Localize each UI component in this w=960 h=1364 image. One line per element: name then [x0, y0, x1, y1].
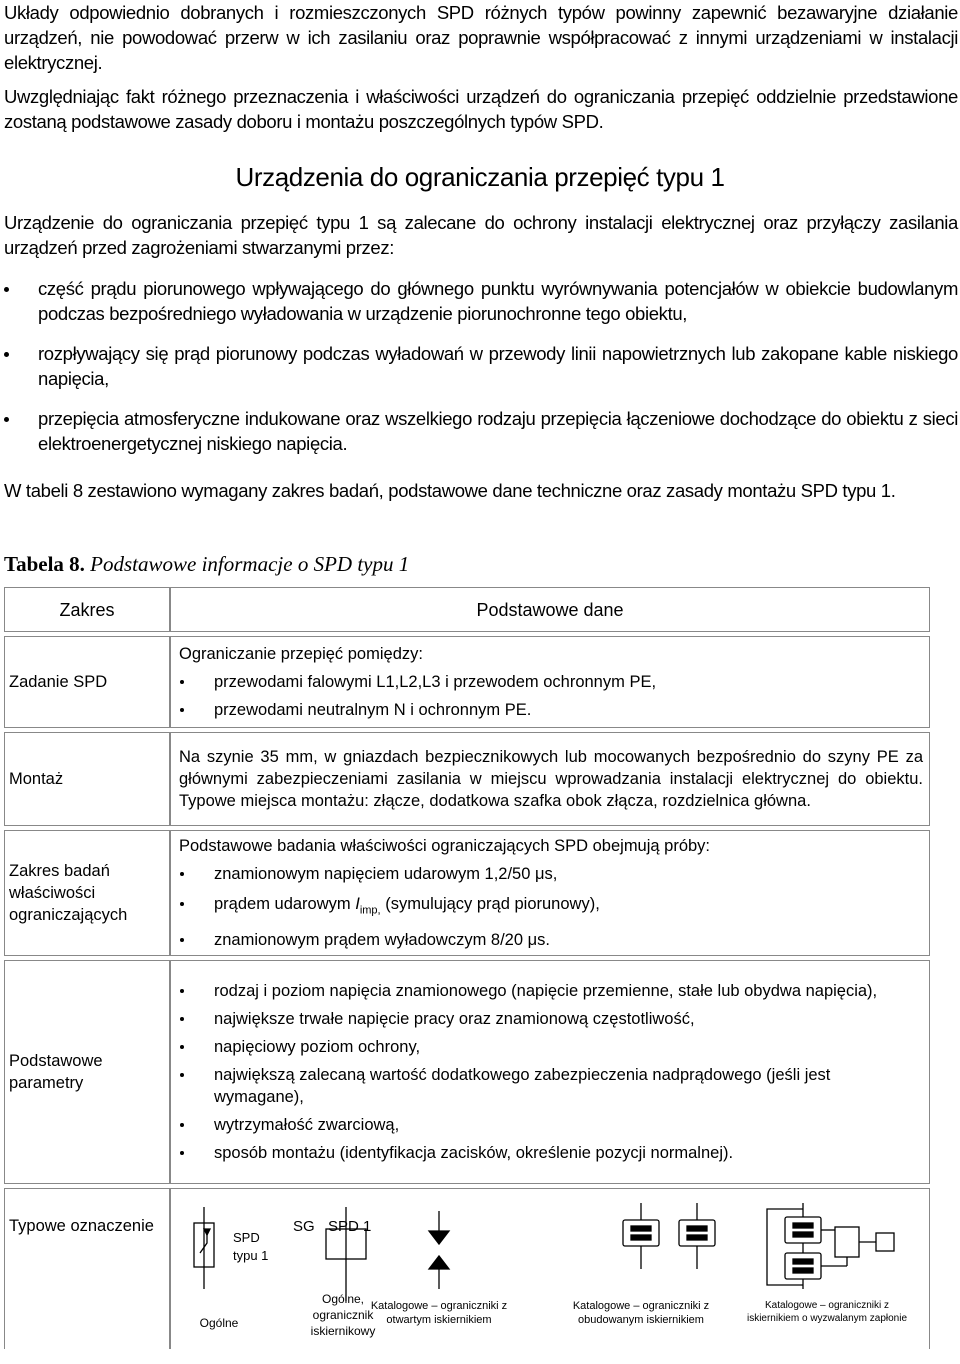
symbol-subscript: imp, — [359, 904, 381, 917]
symbol-5-bypass-bottom — [767, 1279, 803, 1285]
bullet-icon — [180, 708, 184, 712]
list-item — [179, 1008, 923, 1030]
list-item — [179, 1036, 923, 1058]
row-content-badania — [170, 830, 930, 956]
list-item-text-post: (symulujący prąd piorunowy), — [380, 895, 600, 913]
symbol-4b-plate-top — [687, 1226, 707, 1231]
symbol-1-text-1: SPD — [233, 1230, 260, 1246]
list-item-text: rozpływający się prąd piorunowy podczas wyładowań w przewody linii napowietrznych lub zakopane kable niskiego napięcia, — [38, 343, 958, 389]
list-item-text: największe trwałe napięcie pracy oraz znamionową częstotliwość, — [214, 1010, 695, 1029]
symbol-3-electrode-top — [429, 1231, 449, 1244]
symbol-i: I — [355, 895, 360, 913]
list-item — [179, 980, 923, 1002]
list-item-text: napięciowy poziom ochrony, — [214, 1038, 421, 1057]
row-content-oznaczenie — [170, 1188, 930, 1349]
symbol-triggered-spark-gap — [767, 1203, 894, 1289]
symbol-2-caption-3: iskiernikowy — [310, 1324, 376, 1339]
row-label-oznaczenie: Typowe oznaczenie — [4, 1188, 170, 1349]
list-item-text: znamionowym prądem wyładowczym 8/20 μs. — [214, 931, 550, 950]
symbol-4-caption-2: obudowanym iskiernikiem — [578, 1314, 704, 1327]
list-item-text: część prądu piorunowego wpływającego do głównego punktu wyrównywania potencjałów w obiekcie budowlanym podczas bezpośredniego wyładowania w urządzenie piorunochronne tego obiektu, — [38, 278, 958, 324]
list-item — [179, 699, 923, 721]
table-row — [4, 960, 930, 1184]
bullet-icon — [4, 287, 9, 292]
list-item-text: przepięcia atmosferyczne indukowane oraz wszelkiego rodzaju przepięcia łączeniowe dochodzące do obiektu z sieci elektroenergetycznej niskiego napięcia. — [38, 408, 958, 454]
symbol-5-plate-4 — [793, 1268, 813, 1273]
row-label-badania: Zakres badań właściwości ograniczających — [4, 830, 170, 956]
symbol-2-caption-2: ogranicznik — [312, 1308, 374, 1323]
row-content-zadanie — [170, 636, 930, 728]
table-caption-title: Podstawowe informacje o SPD typu 1 — [90, 552, 410, 576]
symbol-4b-enclosure — [679, 1220, 715, 1246]
table-row — [4, 1188, 930, 1349]
threat-list — [4, 276, 958, 471]
bullet-icon — [180, 902, 184, 906]
symbol-5-caption-1: Katalogowe – ograniczniki z — [765, 1300, 889, 1312]
intro-paragraph-1: Układy odpowiednio dobranych i rozmieszczonych SPD różnych typów powinny zapewnić bezawaryjne działanie urządzeń, nie powodować przerw w ich zasilaniu oraz poprawnie współpracować z innymi urządzeniami w instalacji elektrycznej. — [4, 2, 958, 73]
row-label-parametry: Podstawowe parametry — [4, 960, 170, 1184]
table-caption-label: Tabela 8. — [4, 552, 85, 576]
header-zakres: Zakres — [4, 587, 170, 632]
list-item — [4, 341, 958, 391]
list-item — [179, 1064, 923, 1108]
symbol-5-trigger-element — [876, 1233, 894, 1251]
table-row — [4, 830, 930, 956]
symbol-4a-enclosure — [623, 1220, 659, 1246]
bullet-icon — [4, 417, 9, 422]
list-item-text-pre: prądem udarowym — [214, 895, 356, 913]
list-item — [179, 893, 923, 921]
bullet-icon — [180, 872, 184, 876]
symbol-open-spark-gap — [429, 1211, 449, 1289]
row-label-zadanie: Zadanie SPD — [4, 636, 170, 728]
symbol-3-caption-2: otwartym iskiernikiem — [386, 1314, 492, 1327]
row-label-montaz: Montaż — [4, 732, 170, 826]
symbol-5-trigger-box — [835, 1227, 859, 1257]
header-podstawowe-dane: Podstawowe dane — [170, 587, 930, 632]
bullet-icon — [180, 1045, 184, 1049]
list-item — [179, 863, 923, 885]
symbol-1-caption: Ogólne — [199, 1316, 239, 1331]
spd-symbols — [171, 1189, 929, 1349]
bullet-icon — [180, 938, 184, 942]
symbol-5-plate-2 — [793, 1232, 813, 1237]
symbol-4b-plate-bottom — [687, 1235, 707, 1240]
symbol-4a-plate-top — [631, 1226, 651, 1231]
bullet-icon — [180, 1151, 184, 1155]
list-item — [179, 1142, 923, 1164]
list-item — [4, 406, 958, 456]
row-content-montaz: Na szynie 35 mm, w gniazdach bezpiecznikowych lub mocowanych bezpośrednio do szyny PE za głównymi zabezpieczeniami zasilania w miejscu wprowadzania instalacji elektrycznej do obiektu. Typowe miejsca montażu: złącze, dodatkowa szafka obok złącza, rozdzielnica główna. — [170, 732, 930, 826]
symbol-3-electrode-bottom — [429, 1256, 449, 1269]
list-item — [179, 929, 923, 951]
list-item-text: największą zalecaną wartość dodatkowego zabezpieczenia nadprądowego (jeśli jest wymagane), — [214, 1066, 831, 1107]
list-item-text: wytrzymałość zwarciową, — [214, 1116, 400, 1135]
table-caption — [4, 550, 409, 578]
symbol-5-caption-2: iskiernikiem o wyzwalanym zapłonie — [746, 1313, 908, 1325]
bullet-icon — [4, 352, 9, 357]
symbol-spd-general — [194, 1207, 214, 1289]
bullet-icon — [180, 680, 184, 684]
badania-list — [179, 863, 923, 951]
symbol-1-arrowhead — [204, 1229, 210, 1235]
bullet-icon — [180, 1073, 184, 1077]
section-paragraph-2: W tabeli 8 zestawiono wymagany zakres badań, podstawowe dane techniczne oraz zasady montażu SPD typu 1. — [4, 480, 896, 501]
spd-info-table — [4, 587, 930, 1349]
bullet-icon — [180, 1123, 184, 1127]
symbol-2-text: SPD 1 — [328, 1218, 372, 1236]
symbol-4-caption-1: Katalogowe – ograniczniki z — [572, 1300, 710, 1313]
list-item-text: przewodami neutralnym N i ochronnym PE. — [214, 701, 532, 719]
parametry-list — [179, 980, 923, 1164]
symbol-3-caption-1: Katalogowe – ograniczniki z — [370, 1300, 508, 1313]
zadanie-list — [179, 671, 923, 721]
list-item-text: rodzaj i poziom napięcia znamionowego (napięcie przemienne, stałe lub obydwa napięcia), — [214, 982, 878, 1001]
symbol-5-enclosure-1 — [785, 1217, 821, 1243]
row-content-parametry — [170, 960, 930, 1184]
list-item — [4, 276, 958, 326]
table-row — [4, 732, 930, 826]
symbol-2-sg-label: SG — [293, 1218, 315, 1236]
list-item — [179, 671, 923, 693]
symbol-2-caption-1: Ogólne, — [321, 1292, 365, 1307]
list-item — [179, 1114, 923, 1136]
table-row — [4, 636, 930, 728]
symbol-4a-plate-bottom — [631, 1235, 651, 1240]
list-item-text: znamionowym napięciem udarowym 1,2/50 μs, — [214, 865, 558, 883]
symbol-5-plate-3 — [793, 1259, 813, 1264]
badania-intro: Podstawowe badania właściwości ograniczających SPD obejmują próby: — [179, 837, 711, 855]
list-item-text: sposób montażu (identyfikacja zacisków, określenie pozycji normalnej). — [214, 1144, 734, 1163]
zadanie-intro: Ograniczanie przepięć pomiędzy: — [179, 645, 423, 663]
bullet-icon — [180, 989, 184, 993]
bullet-icon — [180, 1017, 184, 1021]
symbol-5-plate-1 — [793, 1223, 813, 1228]
symbol-5-enclosure-2 — [785, 1253, 821, 1279]
section-heading: Urządzenia do ograniczania przepięć typu 1 — [235, 162, 725, 192]
intro-paragraph-2: Uwzględniając fakt różnego przeznaczenia i właściwości urządzeń do ograniczania przepięć oddzielnie przedstawione zostaną podstawowe zasady doboru i montażu poszczególnych typów SPD. — [4, 86, 958, 132]
symbol-1-text-2: typu 1 — [233, 1248, 269, 1264]
section-paragraph-1: Urządzenie do ograniczania przepięć typu 1 są zalecane do ochrony instalacji elektrycznej oraz przyłączy zasilania urządzeń przed zagrożeniami stwarzanymi przez: — [4, 212, 958, 258]
symbol-enclosed-spark-gap — [623, 1203, 715, 1269]
table-header-row — [4, 587, 930, 632]
list-item-text: przewodami falowymi L1,L2,L3 i przewodem ochronnym PE, — [214, 673, 657, 691]
